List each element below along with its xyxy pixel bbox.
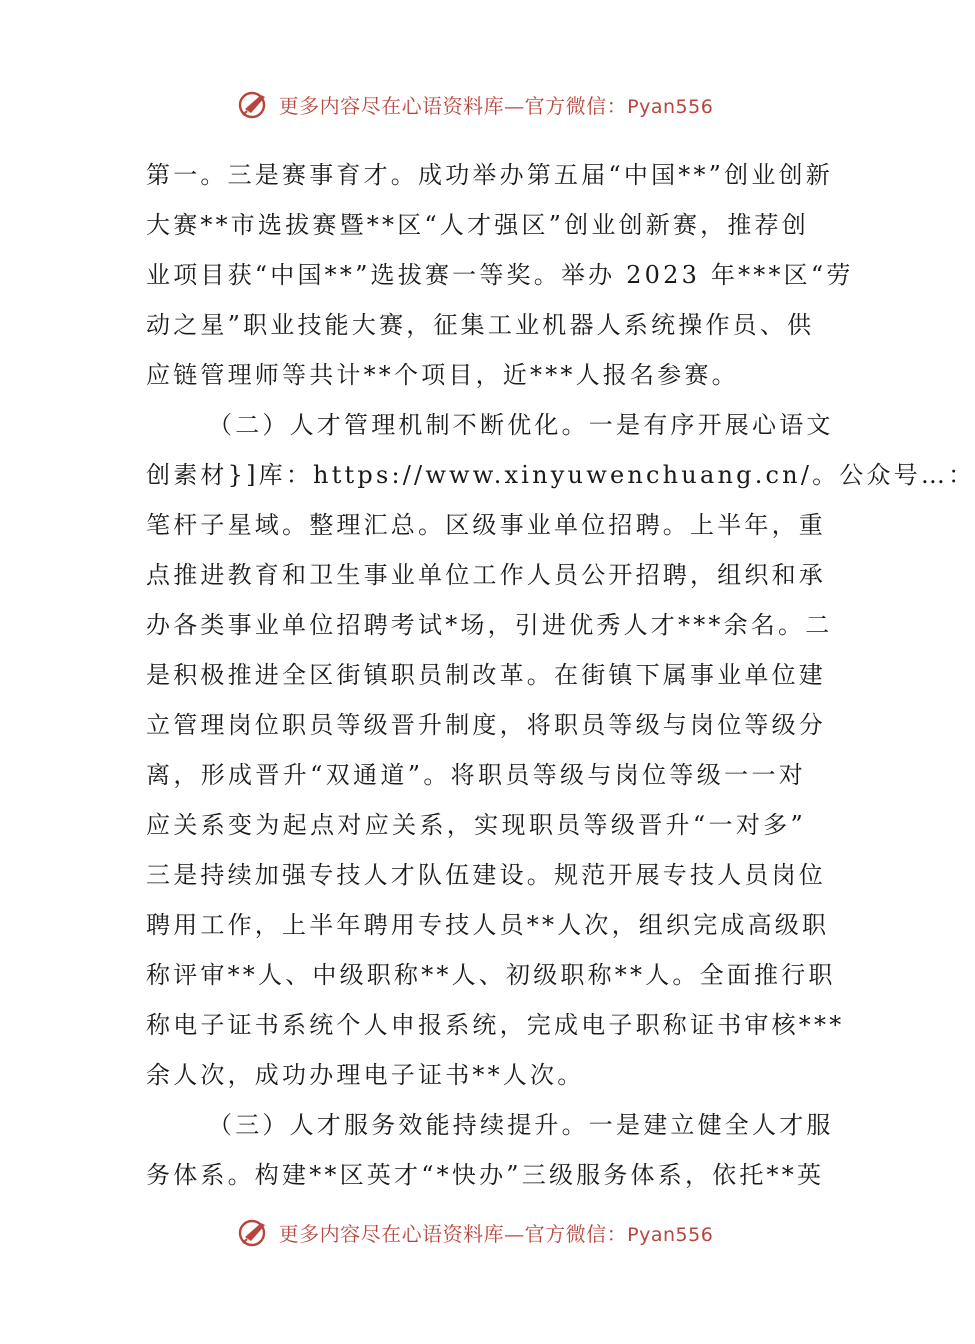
text-line: 应链管理师等共计**个项目，近***人报名参赛。	[146, 361, 739, 389]
text-line: 大赛**市选拔赛暨**区“人才强区”创业创新赛，推荐创	[146, 211, 809, 239]
banner-text: 更多内容尽在心语资料库—官方微信：Pyan556	[278, 93, 714, 118]
text-line: 笔杆子星域。整理汇总。区级事业单位招聘。上半年，重	[146, 511, 826, 539]
pen-logo-icon	[237, 1215, 271, 1249]
document-body	[146, 150, 975, 1200]
text-line: 聘用工作，上半年聘用专技人员**人次，组织完成高级职	[146, 911, 830, 939]
banner-text: 更多内容尽在心语资料库—官方微信：Pyan556	[278, 1221, 714, 1246]
header-banner	[0, 84, 950, 124]
pen-logo-icon	[237, 87, 271, 121]
text-line: 创素材}]库：https://www.xinyuwenchuang.cn/。公众号…：	[146, 461, 975, 489]
text-line: 称电子证书系统个人申报系统，完成电子职称证书审核***	[146, 1011, 845, 1039]
footer-banner	[0, 1212, 950, 1252]
text-line: 三是持续加强专技人才队伍建设。规范开展专技人员岗位	[146, 861, 826, 889]
text-line: 立管理岗位职员等级晋升制度，将职员等级与岗位等级分	[146, 711, 826, 739]
text-line: 是积极推进全区街镇职员制改革。在街镇下属事业单位建	[146, 661, 826, 689]
text-line: 办各类事业单位招聘考试*场，引进优秀人才***余名。二	[146, 611, 833, 639]
text-line: 称评审**人、中级职称**人、初级职称**人。全面推行职	[146, 961, 836, 989]
text-line: （二）人才管理机制不断优化。一是有序开展心语文	[208, 411, 834, 439]
wechat-id: Pyan556	[627, 95, 714, 118]
text-line: 点推进教育和卫生事业单位工作人员公开招聘，组织和承	[146, 561, 826, 589]
text-line: 务体系。构建**区英才“*快办”三级服务体系，依托**英	[146, 1161, 825, 1189]
text-line: 业项目获“中国**”选拔赛一等奖。举办 2023 年***区“劳	[146, 261, 854, 289]
text-line: 应关系变为起点对应关系，实现职员等级晋升“一对多”	[146, 811, 806, 839]
text-line: 余人次，成功办理电子证书**人次。	[146, 1061, 585, 1089]
text-line: 离，形成晋升“双通道”。将职员等级与岗位等级一一对	[146, 761, 806, 789]
text-line: （三）人才服务效能持续提升。一是建立健全人才服	[208, 1111, 834, 1139]
text-line: 动之星”职业技能大赛，征集工业机器人系统操作员、供	[146, 311, 815, 339]
wechat-id: Pyan556	[627, 1223, 714, 1246]
text-line: 第一。三是赛事育才。成功举办第五届“中国**”创业创新	[146, 161, 833, 189]
